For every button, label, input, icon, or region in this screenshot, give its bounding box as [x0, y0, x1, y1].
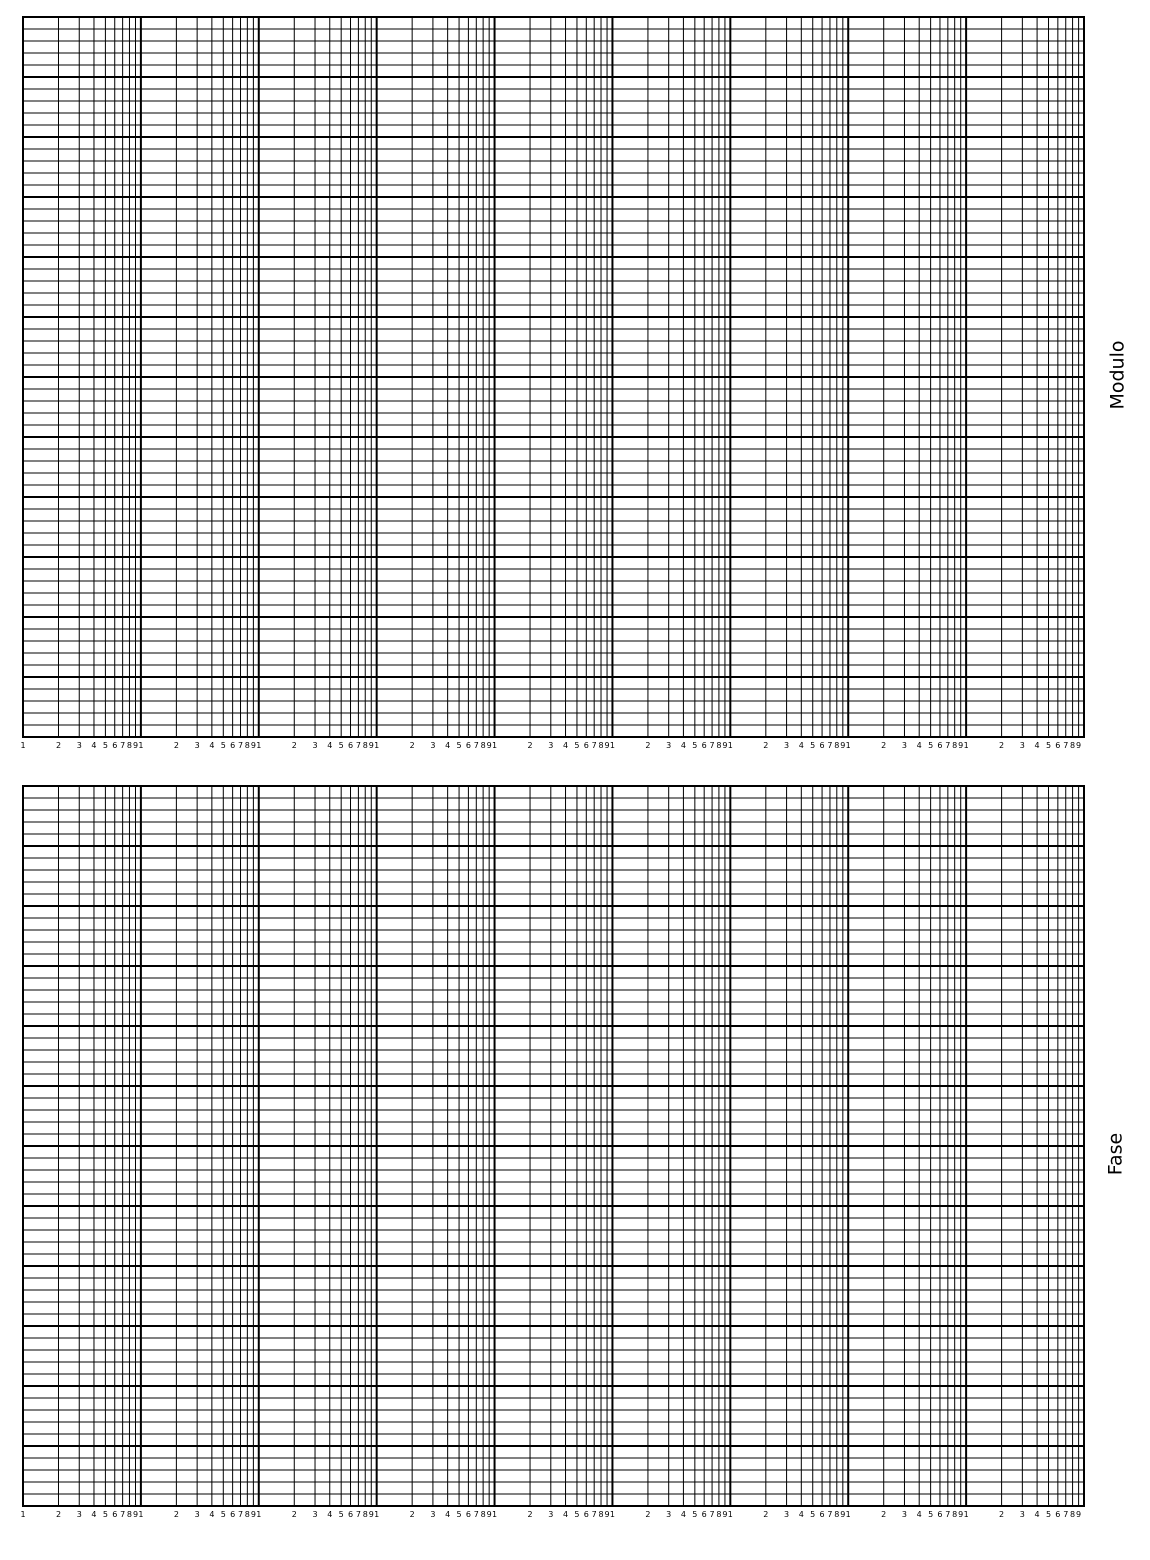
x-tick-label: 2	[881, 741, 887, 750]
x-tick-label: 5	[220, 1510, 226, 1519]
x-tick-label: 1	[727, 741, 733, 750]
x-tick-label: 1	[20, 741, 26, 750]
x-tick-label: 5	[928, 741, 934, 750]
x-tick-label: 8	[126, 741, 133, 750]
x-tick-label: 1	[138, 1510, 144, 1519]
x-tick-label: 9	[840, 741, 846, 750]
x-tick-label: 9	[486, 741, 492, 750]
modulo-panel	[20, 17, 1128, 750]
x-tick-label: 1	[492, 1510, 498, 1519]
x-tick-label: 5	[692, 1510, 698, 1519]
x-tick-label: 5	[692, 741, 698, 750]
x-tick-label: 5	[810, 741, 816, 750]
x-tick-label: 2	[55, 741, 62, 750]
x-tick-label: 2	[527, 1510, 533, 1519]
x-tick-label: 5	[574, 741, 580, 750]
x-tick-label: 5	[1045, 1510, 1052, 1519]
x-tick-label: 6	[347, 1510, 354, 1519]
x-tick-label: 4	[916, 741, 922, 750]
x-tick-label: 9	[132, 741, 139, 750]
x-tick-label: 8	[1070, 741, 1076, 750]
x-tick-label: 6	[112, 741, 118, 750]
x-tick-label: 8	[244, 741, 250, 750]
x-tick-label: 8	[244, 1510, 250, 1519]
x-tick-label: 8	[834, 741, 840, 750]
x-tick-label: 9	[368, 741, 374, 750]
x-tick-label: 7	[945, 741, 951, 750]
x-tick-label: 3	[312, 1510, 318, 1519]
x-tick-label: 4	[91, 741, 97, 750]
x-tick-label: 3	[76, 1510, 82, 1519]
x-tick-label: 1	[845, 741, 851, 750]
x-tick-label: 5	[810, 1510, 816, 1519]
x-tick-label: 3	[76, 741, 82, 750]
x-tick-label: 2	[409, 741, 415, 750]
x-tick-label: 7	[945, 1510, 951, 1519]
x-tick-label: 6	[819, 741, 825, 750]
x-tick-label: 6	[819, 1510, 825, 1519]
x-tick-label: 2	[763, 1510, 769, 1519]
x-tick-label: 1	[963, 1510, 969, 1519]
x-tick-label: 7	[355, 1510, 361, 1519]
x-tick-label: 1	[727, 1510, 733, 1519]
x-tick-label: 7	[473, 741, 479, 750]
x-tick-label: 7	[120, 1510, 126, 1519]
y-axis-label: Modulo	[1106, 340, 1129, 410]
x-tick-label: 8	[480, 1510, 486, 1519]
x-tick-label: 9	[958, 741, 964, 750]
x-tick-label: 3	[784, 741, 790, 750]
x-tick-label: 1	[256, 1510, 262, 1519]
x-tick-label: 1	[609, 1510, 615, 1519]
x-tick-label: 8	[834, 1510, 840, 1519]
x-tick-label: 3	[548, 741, 554, 750]
x-tick-label: 3	[430, 1510, 436, 1519]
x-tick-label: 3	[784, 1510, 790, 1519]
x-tick-label: 1	[138, 741, 144, 750]
x-tick-label: 9	[1076, 741, 1082, 750]
x-tick-label: 3	[312, 741, 318, 750]
x-tick-label: 9	[132, 1510, 139, 1519]
x-tick-label: 5	[928, 1510, 934, 1519]
x-tick-label: 3	[548, 1510, 554, 1519]
x-tick-label: 7	[591, 741, 597, 750]
x-tick-label: 1	[20, 1510, 26, 1519]
x-tick-label: 1	[492, 741, 498, 750]
x-tick-label: 8	[598, 741, 604, 750]
x-tick-label: 1	[963, 741, 969, 750]
x-tick-label: 4	[209, 1510, 215, 1519]
x-tick-label: 8	[716, 741, 722, 750]
x-tick-label: 6	[1055, 1510, 1061, 1519]
x-tick-label: 4	[798, 1510, 804, 1519]
x-tick-label: 5	[102, 1510, 108, 1519]
x-tick-label: 6	[1055, 741, 1061, 750]
x-tick-label: 3	[430, 741, 436, 750]
x-tick-label: 2	[527, 741, 533, 750]
x-tick-label: 5	[574, 1510, 580, 1519]
x-tick-label: 2	[291, 1510, 297, 1519]
y-axis-label: Fase	[1104, 1132, 1127, 1176]
x-tick-label: 4	[916, 1510, 922, 1519]
x-tick-label: 2	[645, 741, 651, 750]
x-tick-label: 6	[583, 741, 589, 750]
x-tick-label: 7	[1063, 741, 1069, 750]
x-tick-label: 6	[937, 741, 943, 750]
x-tick-label: 8	[716, 1510, 722, 1519]
x-tick-label: 8	[362, 741, 368, 750]
x-tick-label: 3	[194, 741, 200, 750]
x-tick-label: 8	[952, 1510, 958, 1519]
x-tick-label: 4	[680, 741, 686, 750]
x-tick-label: 4	[562, 1510, 569, 1519]
x-tick-label: 8	[952, 741, 958, 750]
x-tick-label: 9	[250, 741, 256, 750]
x-tick-label: 5	[338, 1510, 344, 1519]
x-tick-label: 7	[355, 741, 361, 750]
x-tick-label: 9	[1076, 1510, 1082, 1519]
x-tick-label: 4	[1034, 741, 1040, 750]
x-tick-label: 2	[173, 741, 179, 750]
x-tick-label: 7	[120, 741, 126, 750]
x-tick-label: 6	[465, 1510, 471, 1519]
x-tick-label: 3	[194, 1510, 200, 1519]
x-tick-label: 7	[591, 1510, 597, 1519]
x-tick-label: 4	[680, 1510, 686, 1519]
x-tick-label: 5	[456, 1510, 462, 1519]
x-tick-label: 6	[701, 741, 707, 750]
x-tick-label: 1	[845, 1510, 851, 1519]
x-tick-label: 8	[126, 1510, 133, 1519]
x-tick-label: 9	[486, 1510, 492, 1519]
x-tick-label: 4	[327, 741, 333, 750]
x-tick-label: 9	[604, 1510, 610, 1519]
x-tick-label: 5	[220, 741, 226, 750]
x-tick-label: 7	[709, 741, 715, 750]
x-tick-label: 9	[250, 1510, 256, 1519]
x-tick-label: 9	[604, 741, 610, 750]
x-tick-label: 6	[583, 1510, 589, 1519]
x-tick-label: 4	[798, 741, 804, 750]
x-tick-label: 2	[291, 741, 297, 750]
x-tick-label: 2	[55, 1510, 62, 1519]
x-tick-label: 2	[645, 1510, 651, 1519]
x-tick-label: 8	[362, 1510, 368, 1519]
x-tick-label: 7	[709, 1510, 715, 1519]
x-tick-label: 2	[881, 1510, 887, 1519]
fase-panel	[20, 786, 1126, 1519]
x-tick-label: 6	[230, 1510, 236, 1519]
x-tick-label: 2	[999, 1510, 1005, 1519]
x-tick-label: 9	[368, 1510, 374, 1519]
x-tick-label: 4	[562, 741, 569, 750]
x-tick-label: 4	[327, 1510, 333, 1519]
x-tick-label: 4	[1034, 1510, 1040, 1519]
x-tick-label: 3	[666, 741, 672, 750]
x-tick-label: 1	[374, 1510, 380, 1519]
x-tick-label: 5	[1045, 741, 1052, 750]
x-tick-label: 3	[901, 1510, 908, 1519]
x-tick-label: 9	[722, 1510, 728, 1519]
x-tick-label: 6	[112, 1510, 118, 1519]
x-tick-label: 9	[958, 1510, 964, 1519]
x-tick-label: 3	[1019, 741, 1025, 750]
x-tick-label: 4	[209, 741, 215, 750]
x-tick-label: 5	[102, 741, 108, 750]
x-tick-label: 6	[465, 741, 471, 750]
x-tick-label: 2	[409, 1510, 415, 1519]
x-tick-label: 4	[445, 741, 451, 750]
x-tick-label: 2	[173, 1510, 179, 1519]
x-tick-label: 2	[763, 741, 769, 750]
x-tick-label: 9	[840, 1510, 846, 1519]
x-tick-label: 8	[598, 1510, 604, 1519]
x-tick-label: 6	[347, 741, 354, 750]
x-tick-label: 7	[237, 741, 244, 750]
x-tick-label: 1	[256, 741, 262, 750]
x-tick-label: 7	[1063, 1510, 1069, 1519]
x-tick-label: 5	[338, 741, 344, 750]
x-tick-label: 3	[666, 1510, 672, 1519]
x-tick-label: 7	[827, 741, 833, 750]
x-tick-label: 4	[91, 1510, 97, 1519]
x-tick-label: 7	[237, 1510, 244, 1519]
x-tick-label: 2	[999, 741, 1005, 750]
x-tick-label: 5	[456, 741, 462, 750]
x-tick-label: 6	[230, 741, 236, 750]
x-tick-label: 7	[473, 1510, 479, 1519]
x-tick-label: 1	[374, 741, 380, 750]
x-tick-label: 1	[609, 741, 615, 750]
x-tick-label: 6	[701, 1510, 707, 1519]
x-tick-label: 8	[1070, 1510, 1076, 1519]
x-tick-label: 9	[722, 741, 728, 750]
x-tick-label: 7	[827, 1510, 833, 1519]
x-tick-label: 8	[480, 741, 486, 750]
x-tick-label: 3	[1019, 1510, 1025, 1519]
x-tick-label: 3	[901, 741, 908, 750]
x-tick-label: 4	[445, 1510, 451, 1519]
x-tick-label: 6	[937, 1510, 943, 1519]
